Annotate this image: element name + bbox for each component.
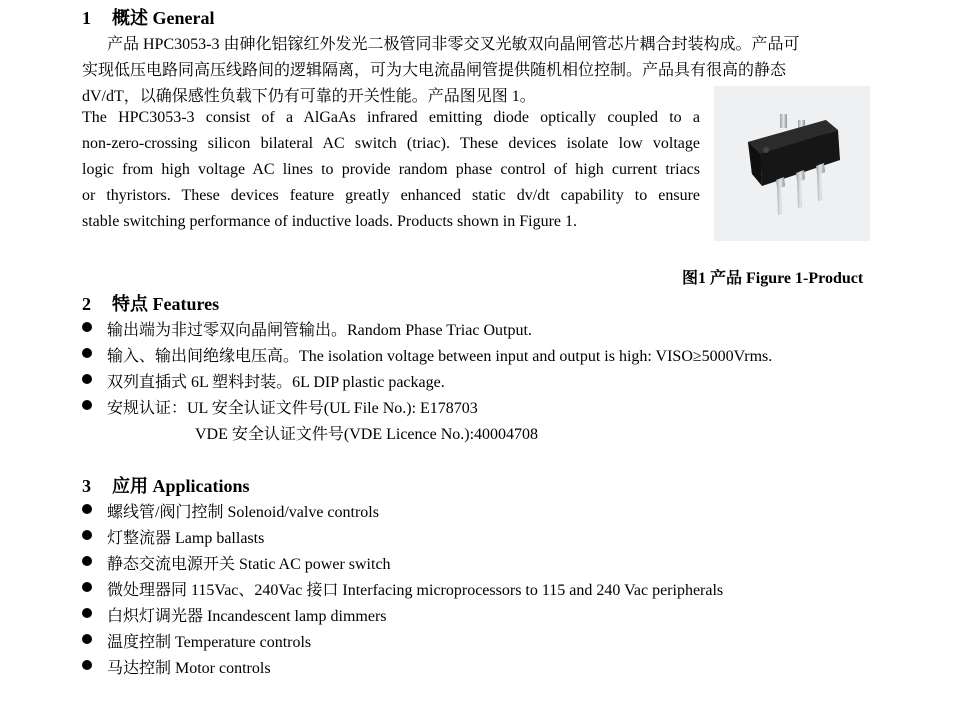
feature-item: 输出端为非过零双向晶闸管输出。Random Phase Triac Output. (107, 322, 532, 339)
general-cn-line-1: 产品 HPC3053-3 由砷化铝镓红外发光二极管同非零交叉光敏双向晶闸管芯片耦合封装构成。产品可 (107, 36, 800, 53)
application-item: 微处理器同 115Vac、240Vac 接口 Interfacing microprocessors to 115 and 240 Vac peripherals (107, 582, 724, 599)
bullet-icon (82, 660, 92, 670)
general-en-line-5: stable switching performance of inductive loads. Products shown in Figure 1. (82, 213, 578, 230)
bullet-icon (82, 504, 92, 514)
product-figure (714, 86, 870, 241)
bullet-icon (82, 374, 92, 384)
section-2-number: 2 (82, 294, 91, 314)
application-item: 白炽灯调光器 Incandescent lamp dimmers (107, 608, 387, 625)
section-2-title: 特点 Features (112, 294, 220, 314)
general-en-line-2: non-zero-crossing silicon bilateral AC switch (triac). These devices isolate low voltage (82, 135, 700, 152)
general-cn-line-2: 实现低压电路同高压线路间的逻辑隔离，可为大电流晶闸管提供随机相位控制。产品具有很高的静态 (82, 62, 787, 79)
bullet-icon (82, 348, 92, 358)
application-item: 灯整流器 Lamp ballasts (107, 530, 265, 547)
section-3-number: 3 (82, 476, 91, 496)
feature-item: 输入、输出间绝缘电压高。The isolation voltage between input and output is high: VISO≥5000Vrms. (107, 348, 773, 365)
application-item: 螺线管/阀门控制 Solenoid/valve controls (107, 504, 379, 521)
bullet-icon (82, 556, 92, 566)
section-1-heading (82, 4, 214, 30)
bullet-icon (82, 530, 92, 540)
feature-item: 双列直插式 6L 塑料封装。6L DIP plastic package. (107, 374, 445, 391)
feature-item: 安规认证：UL 安全认证文件号(UL File No.): E178703 (107, 400, 478, 417)
bullet-icon (82, 608, 92, 618)
section-3-title: 应用 Applications (112, 476, 250, 496)
section-2-heading (82, 290, 219, 316)
application-item: 马达控制 Motor controls (107, 660, 271, 677)
general-en-line-3: logic from high voltage AC lines to provide random phase control of high current triacs (82, 161, 700, 178)
feature-item-continuation: VDE 安全认证文件号(VDE Licence No.):40004708 (195, 426, 539, 443)
figure-1-caption: 图1 产品 Figure 1-Product (682, 270, 864, 287)
bullet-icon (82, 322, 92, 332)
bullet-icon (82, 634, 92, 644)
section-3-heading (82, 472, 250, 498)
general-en-line-4: or thyristors. These devices feature greatly enhanced static dv/dt capability to ensure (82, 187, 700, 204)
section-1-number: 1 (82, 8, 91, 28)
application-item: 温度控制 Temperature controls (107, 634, 312, 651)
bullet-icon (82, 400, 92, 410)
dip6-chip-icon (714, 86, 870, 241)
general-en-line-1: The HPC3053-3 consist of a AlGaAs infrared emitting diode optically coupled to a (82, 109, 700, 126)
application-item: 静态交流电源开关 Static AC power switch (107, 556, 391, 573)
general-cn-line-3: dV/dT，以确保感性负载下仍有可靠的开关性能。产品图见图 1。 (82, 88, 536, 105)
section-1-title: 概述 General (112, 8, 215, 28)
bullet-icon (82, 582, 92, 592)
